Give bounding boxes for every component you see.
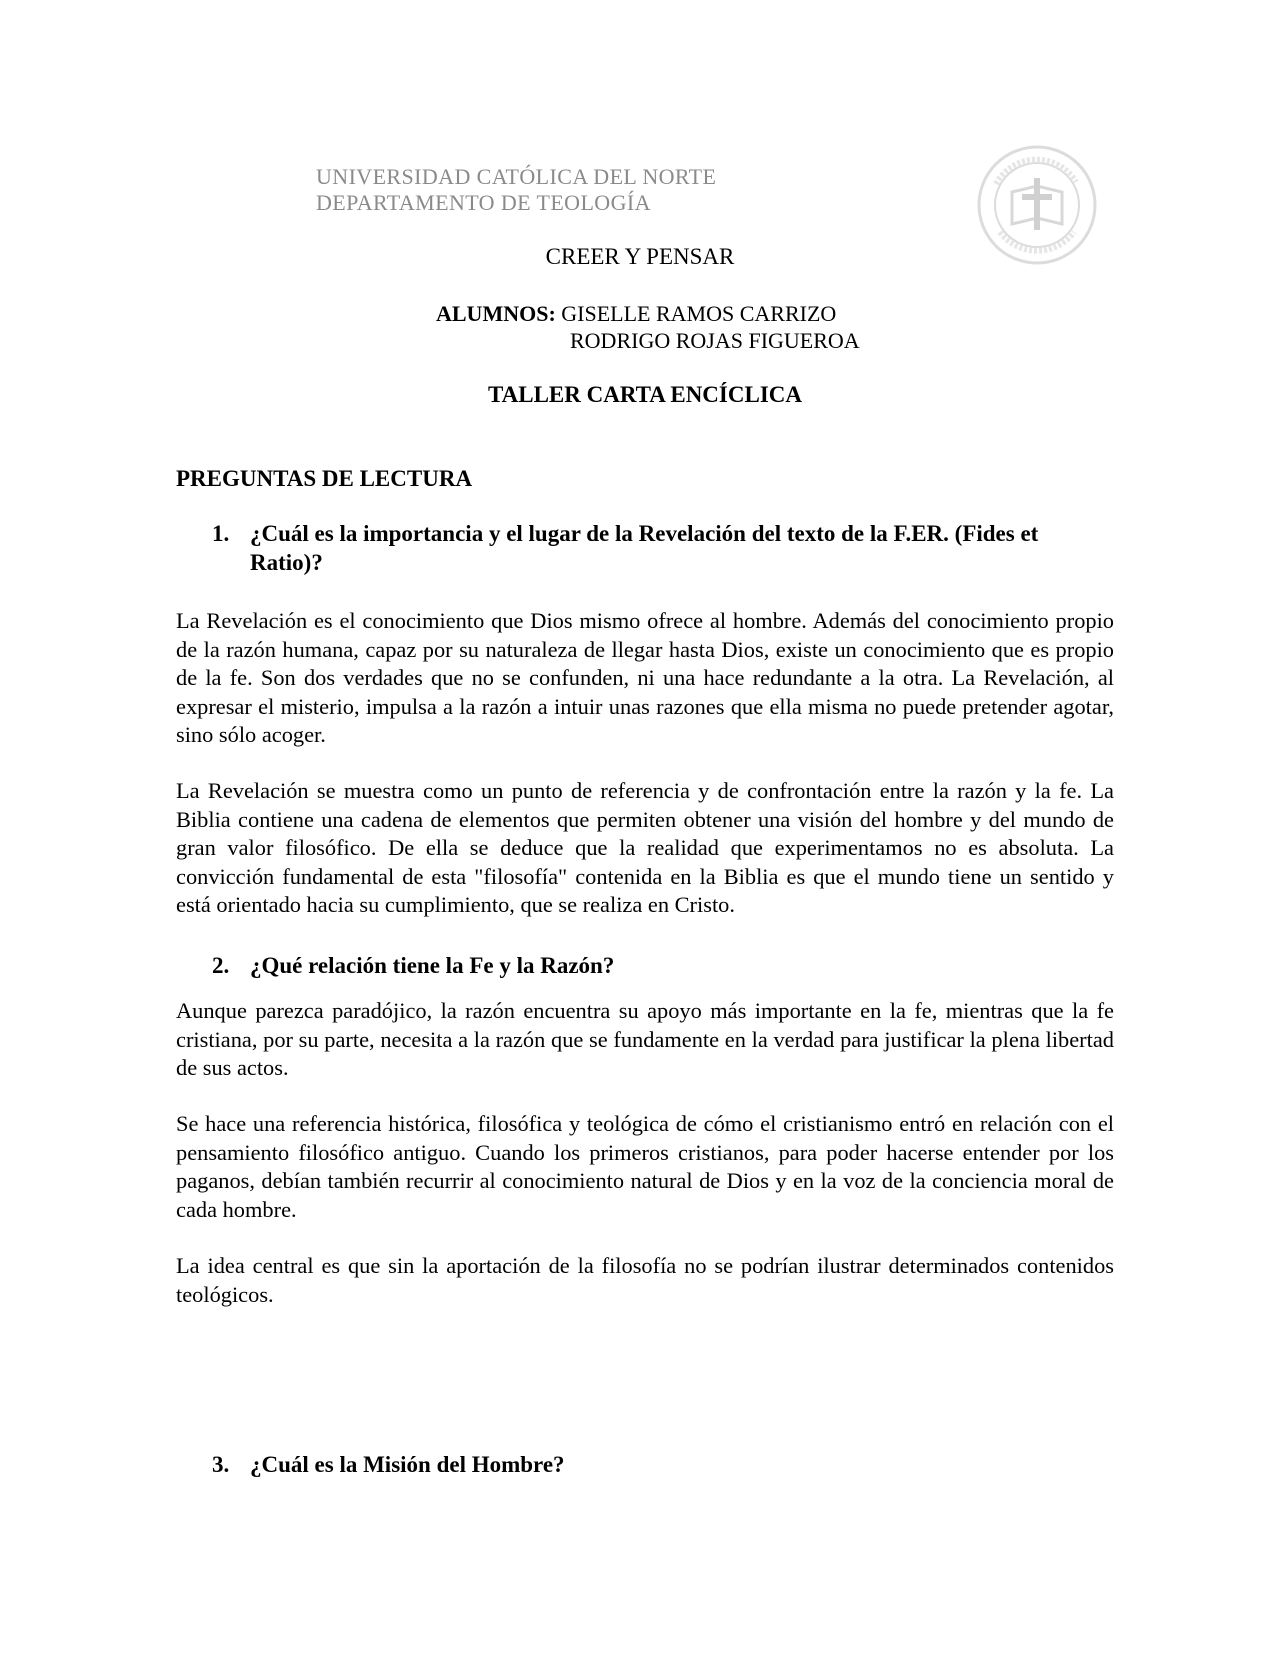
students-block [436,300,860,354]
question-number: 2. [212,953,230,978]
department-name: DEPARTAMENTO DE TEOLOGÍA [316,190,651,215]
student-name: RODRIGO ROJAS FIGUEROA [570,328,860,353]
students-label: ALUMNOS: [436,301,556,326]
question-text: ¿Qué relación tiene la Fe y la Razón? [250,953,615,978]
question-number: 1. [212,521,230,546]
question-number: 3. [212,1452,230,1477]
paragraph: La Revelación es el conocimiento que Dios mismo ofrece al hombre. Además del conocimiento propio de la razón humana, capaz por su naturaleza de llegar hasta Dios, existe un conocimiento que es propio de la fe. Son dos verdades que no se confunden, ni una hace redundante a la otra. La Revelación, al expresar el misterio, impulsa a la razón a intuir unas razones que ella misma no puede pretender agotar, sino sólo acoger. [176,608,1114,748]
paragraph: La Revelación se muestra como un punto de referencia y de confrontación entre la razón y la fe. La Biblia contiene una cadena de elementos que permiten obtener una visión del hombre y del mundo de gran valor filosófico. De ella se deduce que la realidad que experimentamos no es absoluta. La convicción fundamental de esta "filosofía" contenida en la Biblia es que el mundo tiene un sentido y está orientado hacia su cumplimiento, que se realiza en Cristo. [176,778,1114,918]
course-name: CREER Y PENSAR [545,244,735,269]
question-3 [176,1450,1114,1479]
paragraph: Se hace una referencia histórica, filosófica y teológica de cómo el cristianismo entró en relación con el pensamiento filosófico antiguo. Cuando los primeros cristianos, para poder hacerse entender por los paganos, debían también recurrir al conocimiento natural de Dios y en la voz de la conciencia moral de cada hombre. [176,1111,1114,1222]
student-name: GISELLE RAMOS CARRIZO [561,301,837,326]
paragraph: Aunque parezca paradójico, la razón encuentra su apoyo más importante en la fe, mientras que la fe cristiana, por su parte, necesita a la razón que se fundamente en la verdad para justificar la plena libertad de sus actos. [176,998,1114,1081]
section-heading: PREGUNTAS DE LECTURA [176,466,473,491]
university-name: UNIVERSIDAD CATÓLICA DEL NORTE [316,164,717,189]
question-text: ¿Cuál es la Misión del Hombre? [250,1452,565,1477]
question-2 [176,951,1114,980]
paragraph: La idea central es que sin la aportación de la filosofía no se podrían ilustrar determinados contenidos teológicos. [176,1253,1114,1307]
question-1 [176,519,1114,577]
document-title: TALLER CARTA ENCÍCLICA [487,382,802,407]
question-text: ¿Cuál es la importancia y el lugar de la Revelación del texto de la F.ER. (Fides et Ratio)? [250,521,1039,575]
